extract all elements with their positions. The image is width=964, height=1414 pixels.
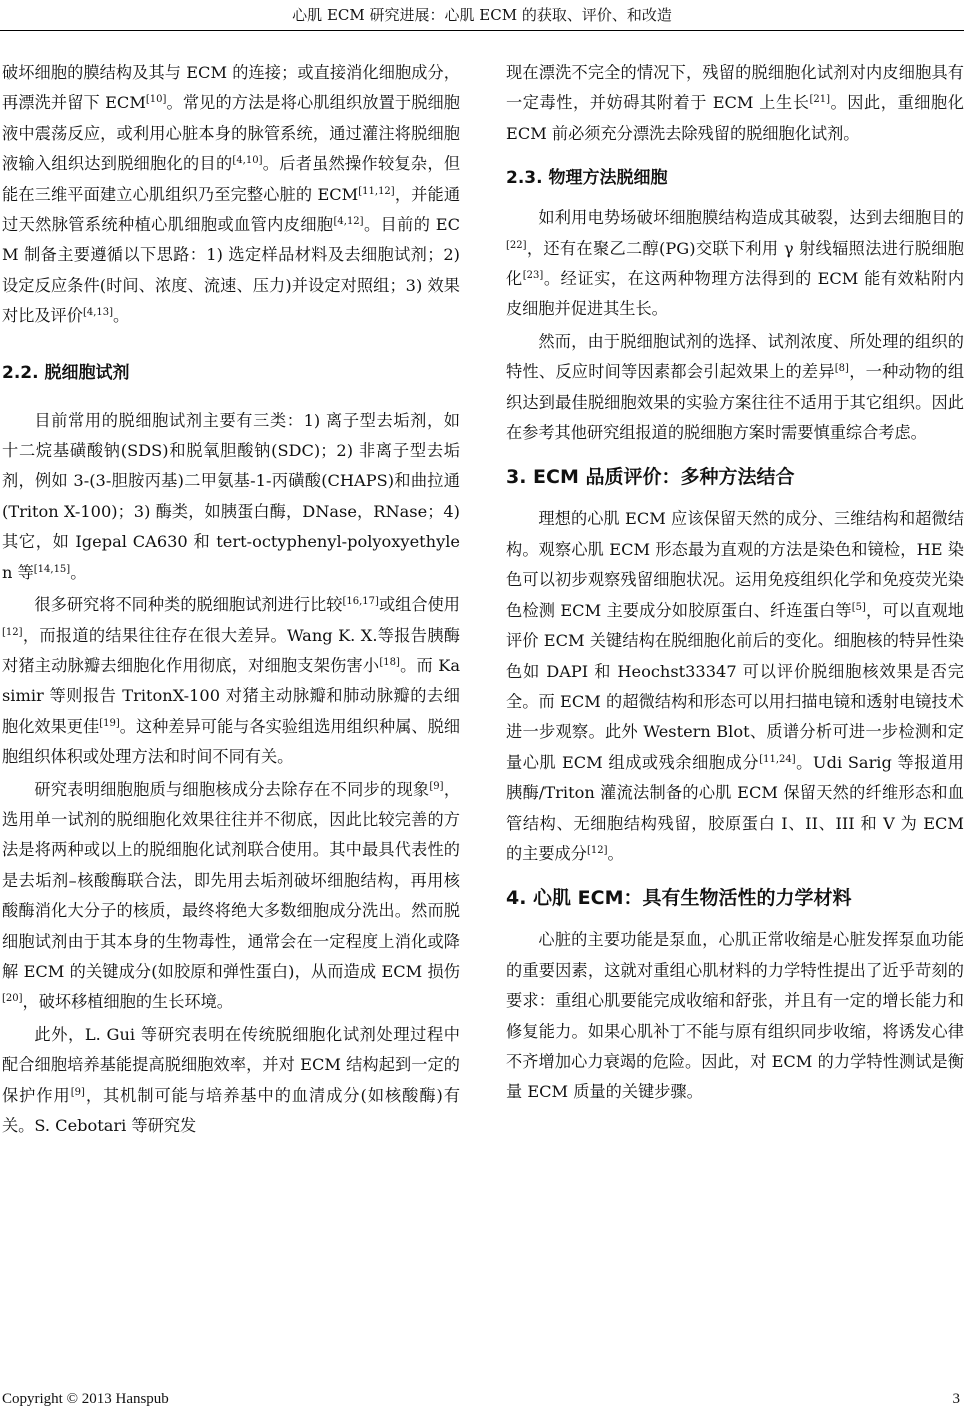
paragraph-text: ，一种动物的组织达到最佳脱细胞效果的实验方案往往不适用于其它组织。因此在参考其他研究组报道的脱细胞方案时需要慎重综合考虑。	[506, 362, 964, 443]
citation-ref: [11,12]	[358, 185, 395, 197]
copyright-text: Copyright © 2013 Hanspub	[2, 1391, 169, 1407]
paragraph-text: 然而，由于脱细胞试剂的选择、试剂浓度、所处理的组织的特性、反应时间等因素都会引起效果上的差异	[506, 331, 964, 382]
citation-ref: [21]	[809, 94, 830, 106]
paragraph-text: 。经证实，在这两种物理方法得到的 ECM 能有效粘附内皮细胞并促进其生长。	[506, 269, 964, 319]
paragraph-text: 破坏细胞的膜结构及其与 ECM 的连接；或直接消化细胞成分，再漂洗并留下 ECM	[2, 63, 460, 113]
paragraph-text: 。目前的 ECM 制备主要遵循以下思路：1) 选定样品材料及去细胞试剂；2) 设定反应条件(时间、浓度、流速、压力)并设定对照组；3) 效果对比及评价	[2, 215, 460, 326]
paragraph-text: ，并能通过天然脉管系统种植心肌细胞或血管内皮细胞	[2, 184, 461, 235]
citation-ref: [14,15]	[33, 563, 71, 575]
citation-ref: [12]	[586, 844, 608, 856]
paragraph	[506, 58, 964, 149]
paragraph	[506, 504, 964, 869]
paragraph-text: 。因此，重细胞化 ECM 前必须充分漂洗去除残留的脱细胞化试剂。	[506, 93, 964, 143]
paragraph-text: ，而报道的结果往往存在很大差异。Wang K. X.等报告胰酶对猪主动脉瓣去细胞化作用彻底，对细胞支架伤害小	[2, 625, 460, 675]
section-heading: 4. 心肌 ECM：具有生物活性的力学材料	[506, 887, 852, 910]
paragraph-text: 。而 Kasimir 等则报告 TritonX-100 对猪主动脉瓣和肺动脉瓣的去细胞化效果更佳	[2, 655, 461, 736]
header-rule	[0, 30, 964, 31]
right-column	[506, 58, 964, 1108]
citation-ref: [8]	[834, 363, 849, 375]
paragraph	[2, 406, 460, 588]
paragraph	[506, 203, 964, 325]
paragraph-text: 。Udi Sarig 等报道用胰酶/Triton 灌流法制备的心肌 ECM 保留天然的纤维形态和血管结构、无细胞结构残留，胶原蛋白 I、II、III 和 V 为 ECM 的主要成分	[506, 752, 964, 863]
citation-ref: [4,10]	[232, 155, 263, 167]
paragraph-text: ，可以直观地评价 ECM 关键结构在脱细胞化前后的变化。细胞核的特异性染色如 DAPI 和 Heochst33347 可以评价脱细胞核效果是否完全。而 ECM 的超微结构和形态可以用扫描电镜和透射电镜技术进一步观察。此外 Western Blot、质谱分析可进一步检测和定量心肌 ECM 组成或残余细胞成分	[506, 600, 964, 772]
paragraph	[2, 775, 460, 1018]
paragraph	[506, 327, 964, 449]
paragraph-text: 研究表明细胞胞质与细胞核成分去除存在不同步的现象	[34, 779, 430, 799]
page-footer	[2, 1391, 960, 1408]
citation-ref: [11,24]	[759, 753, 796, 765]
paragraph	[2, 58, 460, 332]
paragraph-text: 如利用电势场破坏细胞膜结构造成其破裂，达到去细胞目的	[538, 208, 964, 228]
paragraph-text: 现在漂洗不完全的情况下，残留的脱细胞化试剂对内皮细胞具有一定毒性，并妨碍其附着于 ECM 上生长	[506, 63, 964, 113]
page-number: 3	[952, 1391, 960, 1407]
citation-ref: [10]	[145, 94, 167, 106]
citation-ref: [12]	[2, 626, 23, 638]
citation-ref: [20]	[2, 993, 23, 1005]
paragraph-text: 心脏的主要功能是泵血，心肌正常收缩是心脏发挥泵血功能的重要因素，这就对重组心肌材料的力学特性提出了近乎苛刻的要求：重组心肌要能完成收缩和舒张，并且有一定的增长能力和修复能力。如果心肌补丁不能与原有组织同步收缩，将诱发心律不齐增加心力衰竭的危险。因此，对 ECM 的力学特性测试是衡量 ECM 质量的关键步骤。	[506, 930, 964, 1102]
paragraph-text: ，其机制可能与培养基中的血清成分(如核酸酶)有关。S. Cebotari 等研究发	[2, 1085, 461, 1135]
paragraph-text: ，选用单一试剂的脱细胞化效果往往并不彻底，因此比较完善的方法是将两种或以上的脱细胞化试剂联合使用。其中最具代表性的是去垢剂–核酸酶联合法，即先用去垢剂破坏细胞结构，再用核酸酶消化大分子的核质，最终将绝大多数细胞成分洗出。然而脱细胞试剂由于其本身的生物毒性，通常会在一定程度上消化或降解 ECM 的关键成分(如胶原和弹性蛋白)，从而造成 ECM 损伤	[2, 779, 461, 981]
paragraph-text: 此外，L. Gui 等研究表明在传统脱细胞化试剂处理过程中配合细胞培养基能提高脱细胞效率，并对 ECM 结构起到一定的保护作用	[2, 1024, 460, 1105]
citation-ref: [22]	[506, 239, 527, 251]
paragraph-text: ，还有在聚乙二醇(PG)交联下利用 γ 射线辐照法进行脱细胞化	[506, 238, 964, 289]
citation-ref: [5]	[851, 601, 866, 613]
paragraph-text: 很多研究将不同种类的脱细胞试剂进行比较	[34, 595, 343, 615]
paragraph-text: 。常见的方法是将心肌组织放置于脱细胞液中震荡反应，或利用心脏本身的脉管系统，通过灌注将脱细胞液输入组织达到脱细胞化的目的	[2, 93, 460, 174]
running-header: 心肌 ECM 研究进展：心肌 ECM 的获取、评价、和改造	[292, 6, 672, 24]
citation-ref: [4,12]	[333, 216, 364, 228]
citation-ref: [19]	[99, 717, 120, 729]
citation-ref: [9]	[70, 1086, 85, 1098]
section-heading: 2.2. 脱细胞试剂	[2, 362, 130, 383]
section-heading: 3. ECM 品质评价：多种方法结合	[506, 466, 795, 489]
paragraph	[2, 590, 460, 772]
paragraph-text: 或组合使用	[378, 595, 460, 615]
paragraph-text: 。后者虽然操作较复杂，但能在三维平面建立心肌组织乃至完整心脏的 ECM	[2, 154, 461, 204]
paragraph-text: ，破坏移植细胞的生长环境。	[22, 992, 233, 1012]
citation-ref: [9]	[429, 780, 444, 792]
citation-ref: [4,13]	[82, 307, 114, 319]
citation-ref: [23]	[522, 270, 544, 282]
paragraph-text: 。这种差异可能与各实验组选用组织种属、脱细胞组织体积或处理方法和时间不同有关。	[2, 716, 461, 767]
paragraph	[2, 1020, 460, 1142]
citation-ref: [16,17]	[342, 596, 379, 608]
paragraph-text: 目前常用的脱细胞试剂主要有三类：1) 离子型去垢剂，如十二烷基磺酸钠(SDS)和脱氧胆酸钠(SDC)；2) 非离子型去垢剂，例如 3-(3-胆胺丙基)二甲氨基-1-丙磺酸(CHAPS)和曲拉通(Triton X-100)；3) 酶类，如胰蛋白酶，DNase，RNase；4) 其它，如 Igepal CA630 和 tert-octyphenyl-polyoxyethylen 等	[2, 410, 460, 582]
paragraph-text: 。	[607, 843, 624, 863]
paragraph-text: 理想的心肌 ECM 应该保留天然的成分、三维结构和超微结构。观察心肌 ECM 形态最为直观的方法是染色和镜检，HE 染色可以初步观察残留细胞状况。运用免疫组织化学和免疫荧光染色检测 ECM 主要成分如胶原蛋白、纤连蛋白等	[506, 509, 964, 620]
section-heading: 2.3. 物理方法脱细胞	[506, 168, 668, 189]
citation-ref: [18]	[379, 656, 400, 668]
paragraph-text: 。	[113, 306, 130, 326]
paragraph-text: 。	[70, 562, 87, 582]
left-column	[2, 58, 460, 1141]
paragraph	[506, 925, 964, 1107]
